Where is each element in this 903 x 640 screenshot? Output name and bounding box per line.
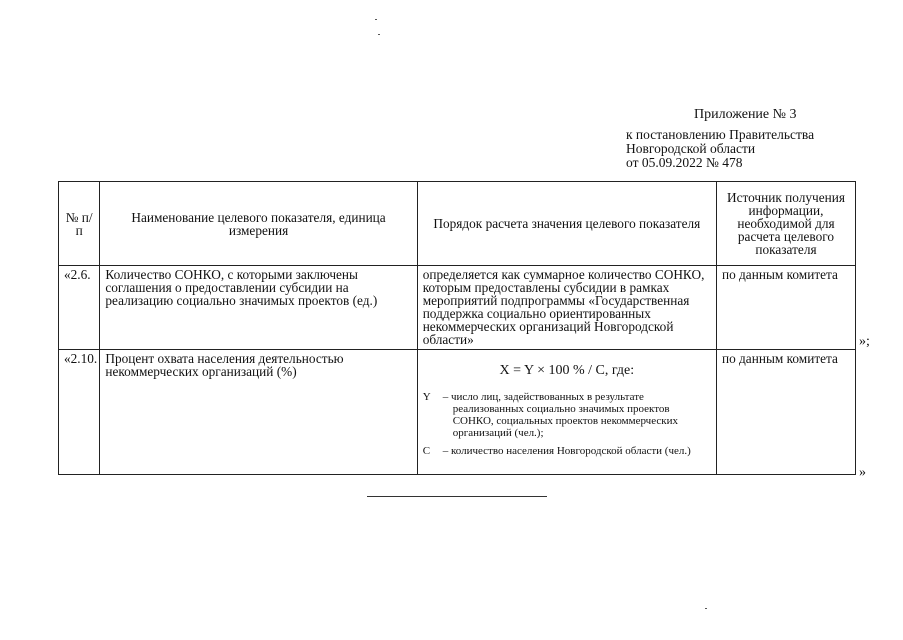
row-source: по данным комитета bbox=[716, 350, 855, 475]
header-method: Порядок расчета значения целевого показателя bbox=[417, 182, 716, 266]
scan-speck bbox=[378, 34, 380, 35]
appendix-title: Приложение № 3 bbox=[694, 107, 797, 122]
closing-quote-row-2: » bbox=[859, 465, 866, 480]
appendix-line-1: к постановлению Правительства bbox=[626, 127, 815, 142]
definition-y bbox=[423, 391, 711, 439]
row-name: Количество СОНКО, с которыми заключены соглашения о предоставлении субсидии на реализацию социально значимых проектов (ед.) bbox=[100, 266, 417, 350]
definition-y-symbol: Y bbox=[422, 391, 431, 403]
footer-divider bbox=[367, 496, 547, 497]
scan-speck bbox=[705, 608, 707, 609]
scan-speck bbox=[375, 19, 377, 20]
indicators-table bbox=[58, 181, 856, 475]
row-num: «2.6. bbox=[59, 266, 100, 350]
row-name: Процент охвата населения деятельностью некоммерческих организаций (%) bbox=[100, 350, 417, 475]
definition-c-text: – количество населения Новгородской области (чел.) bbox=[442, 445, 691, 457]
row-num: «2.10. bbox=[59, 350, 100, 475]
closing-quote-row-1: »; bbox=[859, 334, 870, 349]
definition-y-text: – число лиц, задействованных в результате реализованных социально значимых проектов СОНКО, социальных проектов некоммерческих организаций (чел.); bbox=[442, 391, 678, 439]
header-source: Источник получения информации, необходимой для расчета целевого показателя bbox=[716, 182, 855, 266]
appendix-block bbox=[626, 108, 876, 170]
definition-c-symbol: C bbox=[422, 445, 431, 457]
formula: X = Y × 100 % / C, где: bbox=[499, 363, 635, 378]
row-method bbox=[417, 350, 716, 475]
header-num: № п/п bbox=[59, 182, 100, 266]
appendix-line-3: от 05.09.2022 № 478 bbox=[626, 155, 743, 170]
table-row bbox=[59, 266, 856, 350]
header-name: Наименование целевого показателя, единица измерения bbox=[100, 182, 417, 266]
appendix-line-2: Новгородской области bbox=[626, 141, 756, 156]
table-header-row bbox=[59, 182, 856, 266]
row-source: по данным комитета bbox=[716, 266, 855, 350]
definition-c bbox=[423, 445, 711, 457]
table-row bbox=[59, 350, 856, 475]
row-method: определяется как суммарное количество СОНКО, которым предоставлены субсидии в рамках мероприятий подпрограммы «Государственная поддержка социально ориентированных некоммерческих организаций Новгородской области» bbox=[417, 266, 716, 350]
